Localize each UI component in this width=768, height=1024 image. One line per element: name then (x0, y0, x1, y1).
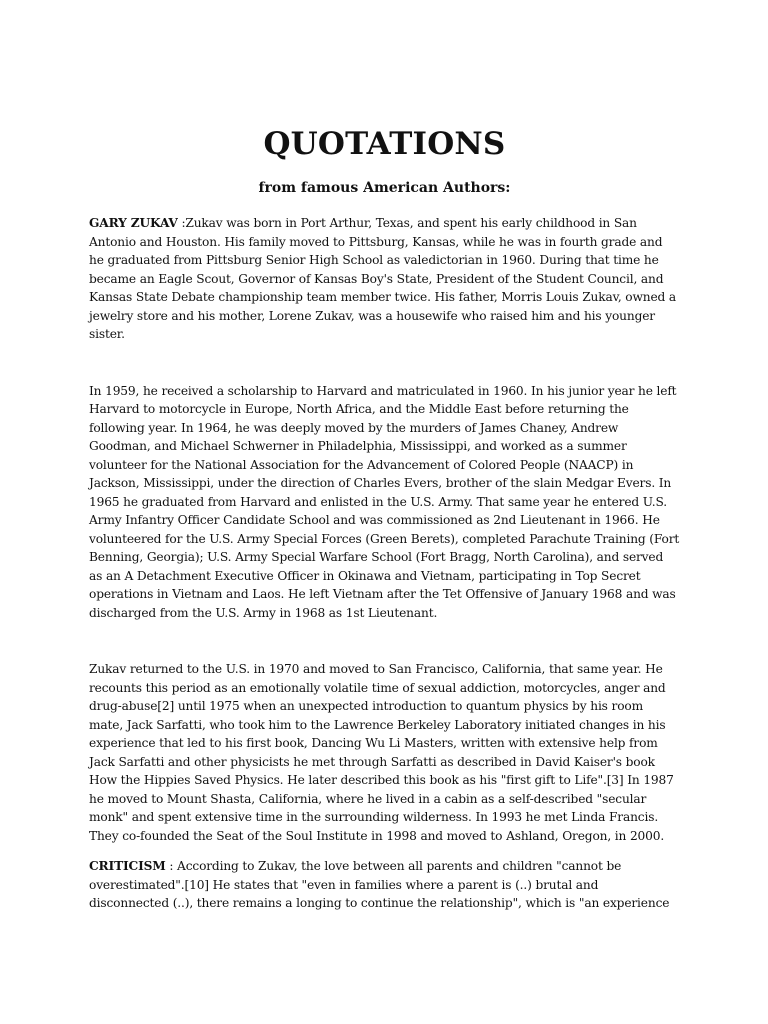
paragraph-text: : According to Zukav, the love between all parents and children "cannot be overestimated".[10] He states that "even in families where a parent is (..) brutal and disconnected (..), there remains a longing to continue the relationship", which is "an experience (89, 859, 670, 910)
document-title: QUOTATIONS (263, 126, 506, 162)
paragraph-criticism (89, 857, 680, 913)
paragraph-text: :Zukav was born in Port Arthur, Texas, and spent his early childhood in San Antonio and Houston. His family moved to Pittsburg, Kansas, while he was in fourth grade and he graduated from Pittsburg Senior High School as valedictorian in 1960. During that time he became an Eagle Scout, Governor of Kansas Boy's State, President of the Student Council, and Kansas State Debate championship team member twice. His father, Morris Louis Zukav, owned a jewelry store and his mother, Lorene Zukav, was a housewife who raised him and his younger sister. (89, 216, 677, 341)
paragraph-text: In 1959, he received a scholarship to Harvard and matriculated in 1960. In his junior year he left Harvard to motorcycle in Europe, North Africa, and the Middle East before returning the following year. In 1964, he was deeply moved by the murders of James Chaney, Andrew Goodman, and Michael Schwerner in Philadelphia, Mississippi, and worked as a summer volunteer for the National Association for the Advancement of Colored People (NAACP) in Jackson, Mississippi, under the direction of Charles Evers, brother of the slain Medgar Evers. In 1965 he graduated from Harvard and enlisted in the U.S. Army. That same year he entered U.S. Army Infantry Officer Candidate School and was commissioned as 2nd Lieutenant in 1966. He volunteered for the U.S. Army Special Forces (Green Berets), completed Parachute Training (Fort Benning, Georgia); U.S. Army Special Warfare School (Fort Bragg, North Carolina), and served as an A Detachment Executive Officer in Okinawa and Vietnam, participating in Top Secret operations in Vietnam and Laos. He left Vietnam after the Tet Offensive of January 1968 and was discharged from the U.S. Army in 1968 as 1st Lieutenant. (89, 383, 680, 620)
paragraph-san-francisco (89, 660, 680, 845)
paragraph-text: Zukav returned to the U.S. in 1970 and moved to San Francisco, California, that same year. He recounts this period as an emotionally volatile time of sexual addiction, motorcycles, anger and drug-abuse[2] until 1975 when an unexpected introduction to quantum physics by his room mate, Jack Sarfatti, who took him to the Lawrence Berkeley Laboratory initiated changes in his experience that led to his first book, Dancing Wu Li Masters, written with extensive help from Jack Sarfatti and other physicists he met through Sarfatti as described in David Kaiser's book How the Hippies Saved Physics. He later described this book as his "first gift to Life".[3] In 1987 he moved to Mount Shasta, California, where he lived in a cabin as a self-described "secular monk" and spent extensive time in the surrounding wilderness. In 1993 he met Linda Francis. They co-founded the Seat of the Soul Institute in 1998 and moved to Ashland, Oregon, in 2000. (89, 662, 674, 843)
paragraph-lead: GARY ZUKAV (89, 216, 178, 230)
paragraph-lead: CRITICISM (89, 859, 166, 873)
paragraph-harvard-army (89, 382, 680, 623)
paragraph-gary-zukav (89, 214, 680, 344)
document-subtitle: from famous American Authors: (258, 180, 511, 196)
